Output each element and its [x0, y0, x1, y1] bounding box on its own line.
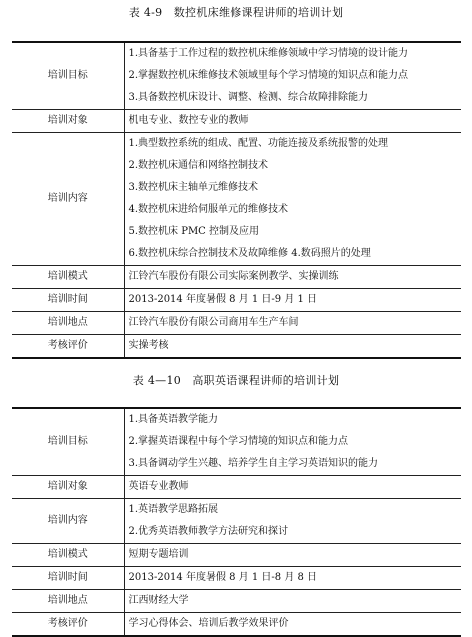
row-content — [124, 590, 461, 613]
content-line: 2013-2014 年度暑假 8 月 1 日-9 月 1 日 — [128, 294, 318, 305]
row-label: 考核评价 — [12, 335, 124, 359]
row-label: 培训目标 — [12, 408, 124, 476]
row-label: 培训内容 — [12, 133, 124, 266]
content-line: 2.优秀英语教师教学方法研究和探讨 — [128, 526, 289, 537]
content-line: 英语专业教师 — [128, 481, 189, 492]
table-row — [12, 499, 461, 544]
table-row — [12, 408, 461, 476]
row-label: 考核评价 — [12, 613, 124, 637]
row-content — [124, 289, 461, 312]
content-line: 6.数控机床综合控制技术及故障维修 4.数码照片的处理 — [128, 248, 371, 259]
row-label: 培训模式 — [12, 266, 124, 289]
row-content — [124, 499, 461, 544]
table-row — [12, 590, 461, 613]
training-plan-table-cnc — [12, 41, 461, 359]
table-row — [12, 110, 461, 133]
content-line: 机电专业、数控专业的教师 — [128, 115, 249, 126]
row-label: 培训时间 — [12, 567, 124, 590]
row-content — [124, 476, 461, 499]
row-content — [124, 335, 461, 359]
content-line: 5.数控机床 PMC 控制及应用 — [128, 226, 260, 237]
content-line: 1.具备英语教学能力 — [128, 414, 219, 425]
row-label: 培训地点 — [12, 590, 124, 613]
content-line: 2.掌握数控机床维修技术领域里每个学习情境的知识点和能力点 — [128, 70, 409, 81]
content-line: 3.具备调动学生兴趣、培养学生自主学习英语知识的能力 — [128, 458, 379, 469]
table-row — [12, 42, 461, 110]
row-content — [124, 567, 461, 590]
content-line: 4.数控机床进给伺服单元的维修技术 — [128, 204, 289, 215]
content-line: 2013-2014 年度暑假 8 月 1 日-8 月 8 日 — [128, 572, 318, 583]
content-line: 3.数控机床主轴单元维修技术 — [128, 182, 259, 193]
row-label: 培训对象 — [12, 476, 124, 499]
row-content — [124, 544, 461, 567]
table-caption: 表 4-9 数控机床维修课程讲师的培训计划 — [128, 6, 344, 19]
content-line: 3.具备数控机床设计、调整、检测、综合故障排除能力 — [128, 92, 369, 103]
row-label: 培训内容 — [12, 499, 124, 544]
row-label: 培训地点 — [12, 312, 124, 335]
training-plan-table-english — [12, 407, 461, 637]
content-line: 江铃汽车股份有限公司实际案例教学、实操训练 — [128, 271, 339, 282]
row-content — [124, 312, 461, 335]
row-content — [124, 110, 461, 133]
content-line: 短期专题培训 — [128, 549, 189, 560]
row-label: 培训模式 — [12, 544, 124, 567]
row-content — [124, 266, 461, 289]
row-content — [124, 42, 461, 110]
table-row — [12, 476, 461, 499]
table-row — [12, 335, 461, 359]
table-row — [12, 266, 461, 289]
table-row — [12, 613, 461, 637]
content-line: 江西财经大学 — [128, 595, 189, 606]
content-line: 1.典型数控系统的组成、配置、功能连接及系统报警的处理 — [128, 138, 389, 149]
content-line: 实操考核 — [128, 340, 169, 351]
content-line: 1.英语教学思路拓展 — [128, 504, 219, 515]
content-line: 江铃汽车股份有限公司商用车生产车间 — [128, 317, 299, 328]
table-row — [12, 567, 461, 590]
table-caption: 表 4—10 高职英语课程讲师的培训计划 — [132, 374, 340, 387]
content-line: 学习心得体会、培训后教学效果评价 — [128, 618, 289, 629]
content-line: 1.具备基于工作过程的数控机床维修领域中学习情境的设计能力 — [128, 48, 409, 59]
content-line: 2.数控机床通信和网络控制技术 — [128, 160, 269, 171]
row-label: 培训目标 — [12, 42, 124, 110]
table-row — [12, 289, 461, 312]
table-row — [12, 133, 461, 266]
content-line: 2.掌握英语课程中每个学习情境的知识点和能力点 — [128, 436, 349, 447]
table-row — [12, 312, 461, 335]
row-content — [124, 613, 461, 637]
row-content — [124, 133, 461, 266]
row-label: 培训对象 — [12, 110, 124, 133]
row-label: 培训时间 — [12, 289, 124, 312]
table-row — [12, 544, 461, 567]
row-content — [124, 408, 461, 476]
